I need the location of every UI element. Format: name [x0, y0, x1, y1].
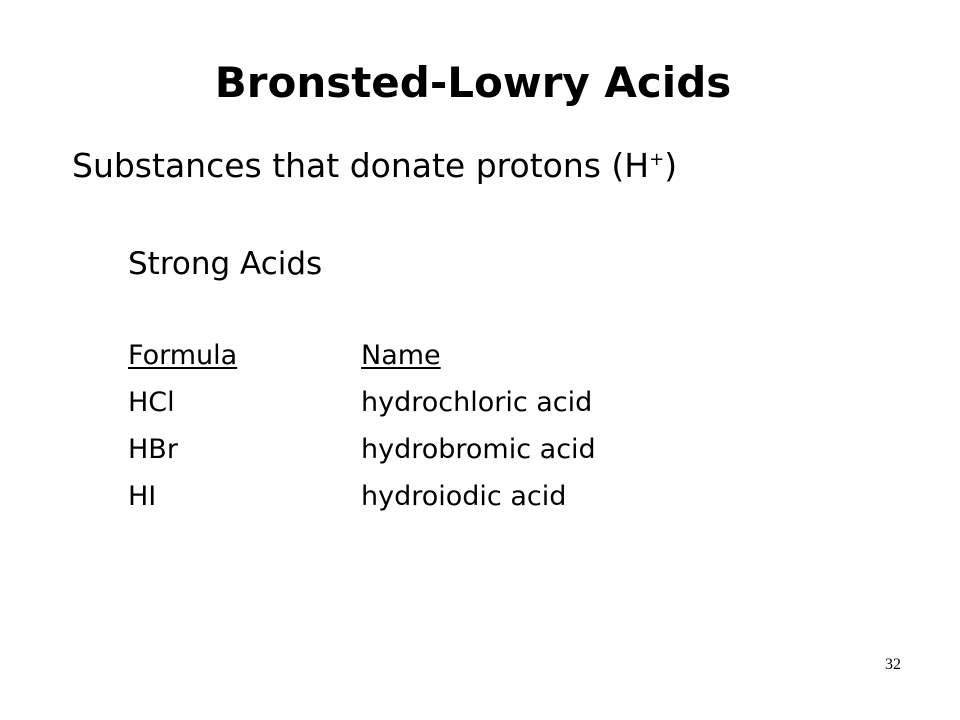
- subtitle-close: ): [664, 146, 678, 185]
- cell-name: hydroiodic acid: [361, 481, 567, 512]
- slide-title: Bronsted-Lowry Acids: [214, 58, 732, 107]
- table-row: [128, 434, 596, 481]
- table-row: [128, 387, 596, 434]
- cell-formula: HBr: [128, 434, 178, 465]
- header-name: Name: [361, 340, 441, 371]
- table-header-row: [128, 340, 596, 387]
- table-row: [128, 481, 596, 528]
- section-heading: Strong Acids: [128, 246, 323, 282]
- cell-formula: HI: [128, 481, 157, 512]
- cell-name: hydrochloric acid: [361, 387, 593, 418]
- subtitle-superscript: +: [649, 149, 665, 170]
- subtitle-text: Substances that donate protons (H: [72, 146, 650, 185]
- cell-name: hydrobromic acid: [361, 434, 596, 465]
- header-formula: Formula: [128, 340, 238, 371]
- acid-table: [128, 340, 596, 528]
- cell-formula: HCl: [128, 387, 175, 418]
- subtitle: [72, 146, 677, 186]
- page-number: 32: [885, 656, 901, 673]
